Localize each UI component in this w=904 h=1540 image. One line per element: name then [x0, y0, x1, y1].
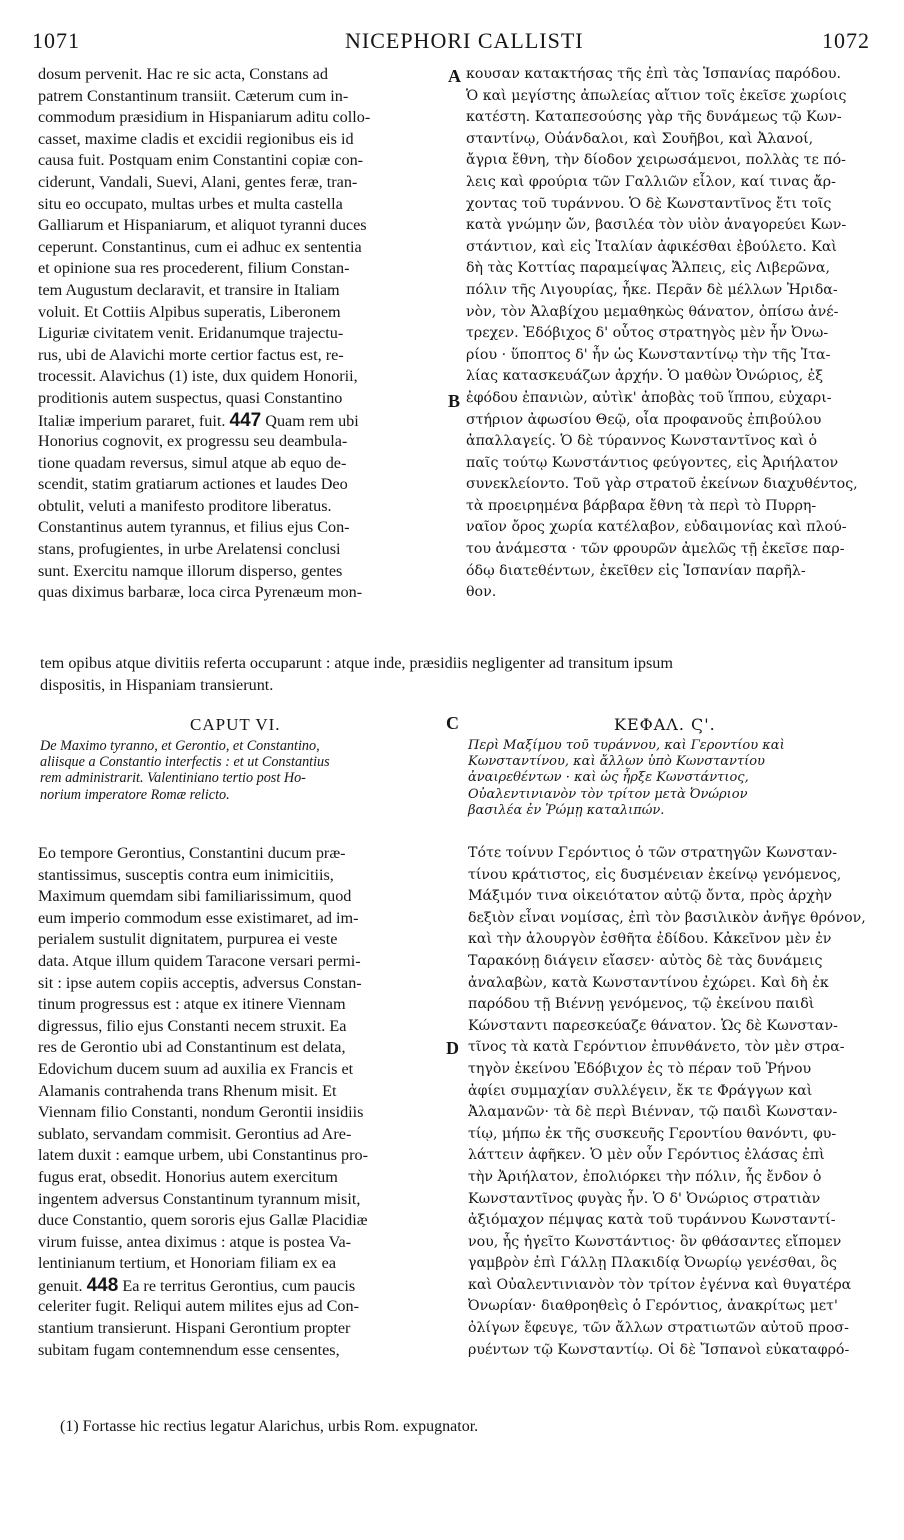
text-line: ἀφίει συμμαχίαν συλλέγειν, ἔκ τε Φράγγων καὶ [468, 1082, 813, 1099]
text-line [38, 1275, 444, 1297]
text-line: latem duxit : eamque urbem, ubi Constantinus pro- [38, 1146, 368, 1165]
text-line: παρόδου τῇ Βιέννῃ γενόμενος, τῷ ἐκείνου παιδὶ [468, 996, 815, 1013]
text-line: ἀναιρεθέντων · καὶ ὡς ἦρξε Κωνστάντιος, [468, 770, 749, 786]
text-line: trocessit. Alavichus (1) iste, dux quidem Honorii, [38, 367, 358, 386]
text-line: στήριον ἀφωσίου Θεῷ, οἷα προφανοῦς ἐπιβούλου [466, 411, 822, 428]
text-line: commodum præsidium in Hispaniarum aditu collo- [38, 108, 371, 127]
edition-page-number: 447 [229, 409, 262, 431]
text-line: tem Augustum declaravit, et transire in Italiam [38, 280, 340, 299]
text-line: ἀπαλλαγείς. Ὁ δὲ τύραννος Κωνσταντῖνος καὶ ὁ [466, 433, 818, 450]
text-line: tinum progressus est : atque ex itinere Viennam [38, 995, 346, 1014]
margin-letter-a: A [448, 66, 461, 86]
text-fragment: Ea re territus Gerontius, cum paucis [122, 1276, 356, 1295]
text-line: lentinianum tertium, et Honoriam filiam ex ea [38, 1254, 337, 1273]
text-line: νὸν, τὸν Ἀλαβίχου μεμαθηκὼς θάνατον, ὀπίσω ἀνέ- [466, 303, 839, 320]
text-line: λάττειν ἀφῆκεν. Ὁ μὲν οὖν Γερόντιος ἐλάσας ἐπὶ [468, 1147, 825, 1164]
text-line: τίνου κράτιστος, εἰς δυσμένειαν ἐκείνῳ γενόμενος, [468, 866, 842, 883]
text-line: stans, profugientes, in urbe Arelatensi conclusi [38, 540, 341, 559]
chapter-summary-greek [468, 738, 868, 819]
text-line: τίῳ, μήπω ἐκ τῆς συσκευῆς Γεροντίου θανόντι, φυ- [468, 1125, 837, 1142]
text-line: ciderunt, Vandali, Suevi, Alani, gentes feræ, tran- [38, 172, 358, 191]
text-line: όδῳ διατεθέντων, ἐκεῖθεν εἰς Ἱσπανίαν παρῆλ- [466, 562, 806, 579]
text-line: Ἀλαμανῶν· τὰ δὲ περὶ Βιένναν, τῷ παιδὶ Κωνσταν- [468, 1104, 838, 1121]
text-line: stantissimus, susceptis contra eum inimicitiis, [38, 865, 334, 884]
text-line: ἀξιόμαχον πέμψας κατὰ τοῦ τυράννου Κωνσταντί- [468, 1212, 836, 1229]
text-line: τρεχεν. Ἐδόβιχος δ' οὗτος στρατηγὸς μὲν ἦν Ὀνω- [466, 325, 829, 342]
greek-column-top [466, 64, 870, 604]
text-line: Ταρακόνῃ διάγειν εἴασεν· αὐτὸς δὲ τὰς δυνάμεις [468, 952, 823, 969]
text-line: rus, ubi de Alavichi morte certior factus est, re- [38, 345, 344, 364]
text-line: digressus, filio ejus Constanti necem struxit. Ea [38, 1016, 347, 1035]
text-line: tione quadam reversus, simul atque ab equo de- [38, 453, 347, 472]
text-line: τηγὸν ἐκείνου Ἐδόβιχον ἐς τὸ πέραν τοῦ Ῥήνου [468, 1060, 812, 1077]
text-line: data. Atque illum quidem Taracone versari permi- [38, 951, 361, 970]
text-line: dispositis, in Hispaniam transierunt. [40, 675, 274, 694]
text-line: Ὀνωρίαν· διαθροηθεὶς ὁ Γερόντιος, ἀνακρίτως μετ' [468, 1298, 838, 1315]
text-line: dosum pervenit. Hac re sic acta, Constans ad [38, 65, 328, 83]
text-line: obtulit, veluti a manifesto proditore liberatus. [38, 496, 332, 515]
page-number-left: 1071 [32, 28, 80, 53]
text-line: quas diximus barbaræ, loca circa Pyrenæum mon- [38, 583, 363, 602]
text-line: perialem sustulit dignitatem, purpurea ei veste [38, 930, 338, 949]
text-line: βασιλέα ἐν Ῥώμῃ καταλιπών. [468, 802, 665, 818]
text-line: παῖς τούτῳ Κωνστάντιος φεύγοντες, εἰς Ἀριήλατον [466, 454, 839, 471]
text-line: sublato, servandam commisit. Gerontius ad Are- [38, 1124, 352, 1143]
text-line: Μάξιμόν τινα οἰκειότατον αὐτῷ ὄντα, πρὸς ἀρχὴν [468, 888, 832, 905]
text-line: casset, maxime cladis et excidii regionibus eis id [38, 129, 354, 148]
page-number-right: 1072 [822, 28, 870, 53]
edition-page-number: 448 [86, 1274, 119, 1296]
text-line: ingentem adversus Constantinum tyrannum misit, [38, 1189, 361, 1208]
text-line: Κωνσταντῖνος φυγὰς ἦν. Ὁ δ' Ὀνώριος στρατιὰν [468, 1190, 821, 1207]
text-line: λίας κατασκευάζων ἀρχήν. Ὁ μαθὼν Ὀνώριος, ἐξ [466, 368, 824, 385]
text-fragment: Quam rem ubi [265, 411, 359, 430]
latin-column-top [38, 64, 444, 604]
text-line: aliisque a Constantio interfectis : et ut Constantius [40, 754, 330, 771]
text-line: δὴ τὰς Κοττίας παραμείψας Ἄλπεις, εἰς Λιβερῶνα, [466, 260, 830, 277]
text-line: celeriter fugit. Reliqui autem milites ejus ad Con- [38, 1297, 359, 1316]
text-line: ρίου · ὕποπτος δ' ἦν ὡς Κωνσταντίνῳ τὴν τῆς Ἰτα- [466, 346, 831, 363]
text-line: τῖνος τὰ κατὰ Γερόντιον ἐπυνθάνετο, τὸν μὲν στρα- [468, 1039, 845, 1056]
text-line: κατέστη. Καταπεσούσης γὰρ τῆς δυνάμεως τῷ Κων- [466, 109, 842, 126]
chapter-heading-greek: ΚΕΦΑΛ. Ϛ'. [614, 715, 716, 734]
text-line: causa fuit. Postquam enim Constantini copiæ con- [38, 151, 364, 170]
text-line: σταντίνῳ, Οὐάνδαλοι, καὶ Σουῆβοι, καὶ Ἀλανοί, [466, 130, 814, 147]
text-line: χοντας τοῦ τυράννου. Ὁ δὲ Κωνσταντῖνος ἔτι τοῖς [466, 195, 832, 212]
text-line: πόλιν τῆς Λιγουρίας, ἧκε. Περᾶν δὲ μέλλων Ἠριδα- [466, 281, 838, 298]
text-line: ρυέντων τῷ Κωνσταντίῳ. Οἱ δὲ Ἴσπανοὶ εὐκαταφρό- [468, 1341, 850, 1358]
text-line: ἀναλαβὼν, κατὰ Κωνσταντίνου ἐχώρει. Καὶ δὴ ἐκ [468, 974, 829, 991]
margin-letter-c: C [446, 713, 459, 733]
text-line: voluit. Et Cottiis Alpibus superatis, Liberonem [38, 302, 341, 321]
text-line: δεξιὸν εἶναι νομίσας, ἐπὶ τὸν βασιλικὸν ἀνῆγε θρόνον, [468, 909, 866, 926]
text-line: γαμβρὸν ἐπὶ Γάλλῃ Πλακιδίᾳ Ὀνωρίῳ γενέσθαι, ὃς [468, 1255, 837, 1272]
text-line: Οὐαλεντινιανὸν τὸν τρίτον μετὰ Ὀνώριον [468, 786, 748, 802]
text-line: Viennam filio Constanti, nondum Gerontii insidiis [38, 1103, 364, 1122]
text-line: συνεκλείοντο. Τοῦ γὰρ στρατοῦ ἐκείνων διαχυθέντος, [466, 476, 858, 493]
greek-column-bottom [468, 843, 872, 1361]
text-line: norium imperatore Romæ relicto. [40, 786, 230, 803]
text-line: ναῖον ὄρος χωρία κατέλαβον, εὐδαιμονίας καὶ πλού- [466, 519, 847, 536]
text-line: Constantinus autem tyrannus, et filius ejus Con- [38, 518, 350, 537]
text-line: κατὰ γνώμην ὤν, βασιλέα τὸν υἱὸν ἀναγορεύει Κων- [466, 217, 847, 234]
chapter-summary-latin [40, 738, 440, 803]
text-line: fugus erat, obsedit. Honorius autem exercitum [38, 1167, 338, 1186]
margin-letter-d: D [446, 1038, 459, 1058]
text-line: Ὁ καὶ μεγίστης ἀπωλείας αἴτιον τοῖς ἐκεῖσε χωρίοις [466, 87, 847, 104]
text-line: ceperunt. Constantinus, cum ei adhuc ex sententia [38, 237, 362, 256]
text-line: Honorius cognovit, ex progressu seu deambula- [38, 432, 348, 451]
text-line: καὶ Οὐαλεντινιανὸν τὸν τρίτον ἐγέννα καὶ θυγατέρα [468, 1276, 852, 1293]
text-line: Τότε τοίνυν Γερόντιος ὁ τῶν στρατηγῶν Κωνσταν- [468, 845, 838, 861]
text-line: De Maximo tyranno, et Gerontio, et Constantino, [40, 738, 320, 754]
text-line: νου, ἧς ἡγεῖτο Κωνστάντιος· ὃν φθάσαντες εἴπομεν [468, 1233, 842, 1250]
text-line: tem opibus atque divitiis referta occuparunt : atque inde, præsidiis negligenter ad transitum ipsum [40, 654, 673, 672]
text-line: subitam fugam contemnendum esse censentes, [38, 1340, 340, 1359]
text-line: Περὶ Μαξίμου τοῦ τυράννου, καὶ Γεροντίου καὶ [468, 738, 785, 753]
text-line: scendit, statim gratiarum actiones et laudes Deo [38, 475, 348, 494]
chapter-heading-latin: CAPUT VI. [190, 715, 281, 734]
text-line: ὀλίγων ἔφευγε, τῶν ἄλλων στρατιωτῶν αὐτοῦ προσ- [468, 1320, 849, 1337]
footnote: (1) Fortasse hic rectius legatur Alarichus, urbis Rom. expugnator. [60, 1418, 479, 1435]
margin-letter-b: B [448, 391, 461, 411]
text-line: του ἀνάμεστα · τῶν φρουρῶν ἀμελῶς τῇ ἐκεῖσε παρ- [466, 541, 845, 558]
text-line: ἐφόδου ἐπανιὼν, αὐτὶκ' ἀποβὰς τοῦ ἵππου, εὐχαρι- [466, 389, 832, 406]
text-line: duce Constantio, quem sororis ejus Gallæ Placidiæ [38, 1211, 368, 1230]
text-line: Alamanis contrahenda trans Rhenum misit. Et [38, 1081, 337, 1100]
text-line [38, 410, 444, 432]
running-title: NICEPHORI CALLISTI [345, 28, 584, 53]
text-line: Maximum quemdam sibi familiarissimum, quod [38, 887, 352, 906]
text-fragment: genuit. [38, 1276, 83, 1295]
text-fragment: Italiæ imperium pararet, fuit. [38, 411, 226, 430]
text-line: ἄγρια ἔθνη, τὴν δίοδον χειρωσάμενοι, πολλὰς τε πό- [466, 152, 846, 169]
text-line: Κώνσταντι παρεσκεύαζε θάνατον. Ὡς δὲ Κωνσταν- [468, 1017, 838, 1034]
text-line: stantium transierunt. Hispani Gerontium propter [38, 1319, 351, 1338]
text-line: patrem Constantinum transiit. Cæterum cum in- [38, 86, 349, 105]
text-line: proditionis autem suspectus, quasi Constantino [38, 388, 343, 407]
latin-column-bottom [38, 843, 444, 1361]
text-line: λεις καὶ φρούρια τῶν Γαλλιῶν εἷλον, καί τινας ἄρ- [466, 173, 836, 190]
text-line: Liguriæ civitatem venit. Eridanumque trajectu- [38, 324, 344, 343]
text-line: et opinione sua res procederent, filium Constan- [38, 259, 350, 278]
text-line: res de Gerontio ubi ad Constantinum est delata, [38, 1038, 346, 1057]
text-line: κουσαν κατακτήσας τῆς ἐπὶ τὰς Ἱσπανίας παρόδου. [466, 66, 842, 82]
text-line: τὴν Ἀριήλατον, ἐπολιόρκει τὴν πόλιν, ἧς ἔνδον ὁ [468, 1168, 822, 1185]
text-line: situ eo occupato, multas urbes et multa castella [38, 194, 343, 213]
text-line: Galliarum et Hispaniarum, et aliquot tyranni duces [38, 216, 367, 235]
text-line: στάντιον, καὶ εἰς Ἰταλίαν ἀφικέσθαι ἐβούλετο. Καὶ [466, 238, 837, 255]
text-line: sit : ipse autem copiis acceptis, adversus Constan- [38, 973, 362, 992]
text-line: sunt. Exercitu namque illorum disperso, gentes [38, 561, 343, 580]
text-line: τὰ προειρημένα βάρβαρα ἔθνη τὰ περὶ τὸ Πυρρη- [466, 497, 817, 514]
text-line: eum imperio commodum esse existimaret, ad im- [38, 908, 359, 927]
text-line: virum fuisse, antea diximus : atque is postea Va- [38, 1232, 352, 1251]
text-line: Eo tempore Gerontius, Constantini ducum præ- [38, 844, 346, 862]
text-line: Edovichum ducem suum ad auxilia ex Francis et [38, 1059, 354, 1078]
text-line: Κωνσταντίνου, καὶ ἄλλων ὑπὸ Κωνσταντίου [468, 754, 765, 770]
text-line: rem administrarit. Valentiniano tertio post Ho- [40, 770, 306, 787]
text-line: θον. [466, 584, 497, 601]
text-line: καὶ τὴν ἀλουργὸν ἐσθῆτα ἐδίδου. Κἀκεῖνον μὲν ἐν [468, 931, 832, 948]
latin-full-width [40, 653, 864, 696]
